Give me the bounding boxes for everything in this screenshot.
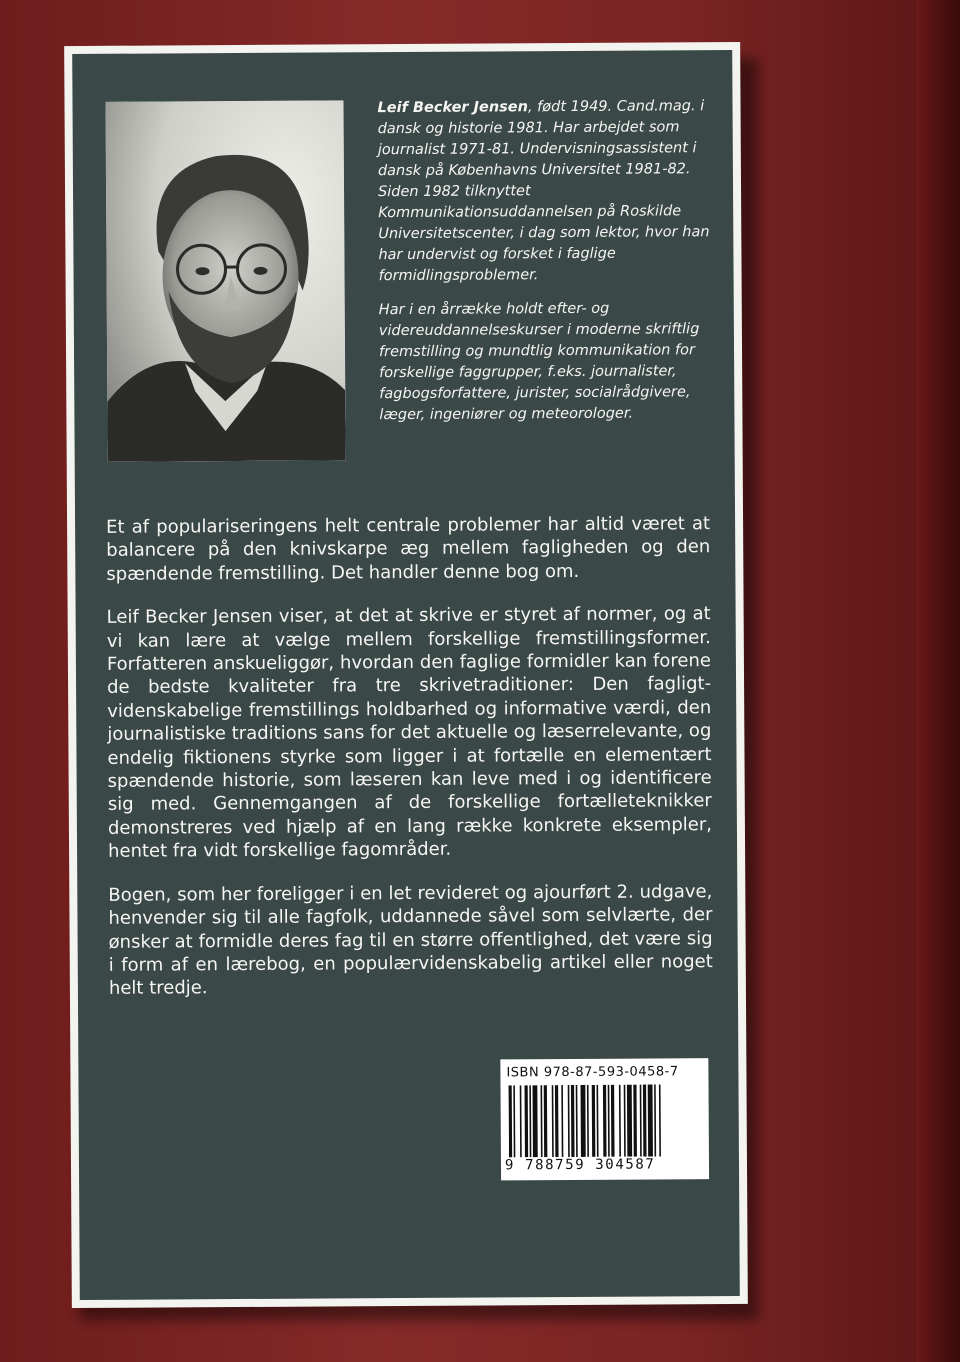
bio-details: , født 1949. Cand.mag. i dansk og historie 1981. Har arbejdet som journalist 1971-81. Undervisningsassistent i dansk på Københavns Universitet 1981-82. Siden 1982 tilknyttet Kommunikationsuddannelsen på Roskilde Universitetscenter, i dag som lektor, hvor han har undervist og forsket i faglige formidlingsproblemer. [377,98,710,285]
barcode-bar [633,1085,637,1157]
barcode-bar [561,1085,563,1157]
barcode-bar [592,1085,596,1157]
barcode-bar [520,1085,522,1157]
description-paragraph-3: Bogen, som her foreligger i en let revideret og ajourført 2. udgave, henvender sig til alle fagfolk, uddannede såvel som selvlærte, der ønsker at formidle deres fag til en større offentlighed, det være sig i form af en lærebog, en populærvidenskabelig artikel eller noget helt tredje. [108,880,713,1000]
barcode-bar [509,1085,513,1157]
barcode-bar [576,1085,578,1157]
barcode-bar [555,1085,559,1157]
bio-paragraph-2: Har i en årrække holdt efter- og videreuddannelseskurser i moderne skriftlig fremstilling og mundtlig kommunikation for forskellige faggrupper, f.eks. journalister, fagbogsforfattere, jurister, socialrådgivere, læger, ingeniører og meteorologer. [378,300,700,424]
barcode-bar [533,1085,538,1157]
barcode-bar [643,1085,647,1157]
barcode-bar [611,1085,615,1157]
book-description [106,512,713,1020]
author-name: Leif Becker Jensen [377,99,528,117]
author-photo [105,100,345,461]
barcode-bar [619,1085,621,1157]
barcode-bar [513,1085,515,1157]
ean-number: 9 788759 304587 [504,1156,656,1174]
book-spine-edge [916,0,960,1362]
barcode-bar [624,1085,626,1157]
isbn-number: ISBN 978-87-593-0458-7 [506,1064,679,1081]
back-cover-panel [64,42,748,1308]
isbn-barcode [500,1058,709,1180]
barcode-bar [544,1085,548,1157]
description-paragraph-1: Et af populariseringens helt centrale problemer har altid været at balancere på den knivskarpe æg mellem fagligheden og den spændende fremstilling. Det handler denne bog om. [106,513,711,585]
barcode-bar [571,1085,575,1157]
author-bio [377,96,719,439]
description-paragraph-2: Leif Becker Jensen viser, at det at skrive er styret af normer, og at vi kan lære at vælge mellem forskellige fremstillingsformer. Forfatteren anskueliggør, hvordan den faglige formidler kan forene de bedste kvaliteter fra tre skrivetraditioner: Den fagligt- videnskabelige fremstillings holdbarhed og informative værdi, den journalistiske traditions sans for det aktuelle og læserrelevante, og endelig fiktionens styrke som ligger i at fortælle en elementært spændende historie, som læseren kan leve med i og identificere sig med. Gennemgangen af de forskellige fortælleteknikker demonstreres ved hjælp af en lang række konkrete eksempler, hentet fra vidt forskellige fagområder. [106,603,712,863]
bio-paragraph-1 [377,96,718,287]
barcode-bar [640,1085,642,1157]
barcode-bar [597,1085,599,1157]
barcode-bar [648,1085,653,1157]
barcode-bar [603,1085,607,1157]
barcode-bar [529,1085,531,1157]
barcode-bar [525,1085,529,1157]
barcode-bar [581,1085,586,1157]
panel-content [72,50,740,1300]
barcode-bar [608,1085,610,1157]
barcode-bar [587,1085,589,1157]
barcode-bar [627,1085,632,1157]
barcode-bar [541,1085,543,1157]
barcode-bar [659,1084,661,1156]
barcode-bar [654,1084,656,1156]
barcode-bars [509,1084,701,1157]
barcode-bar [568,1085,570,1157]
barcode-bar [552,1085,554,1157]
